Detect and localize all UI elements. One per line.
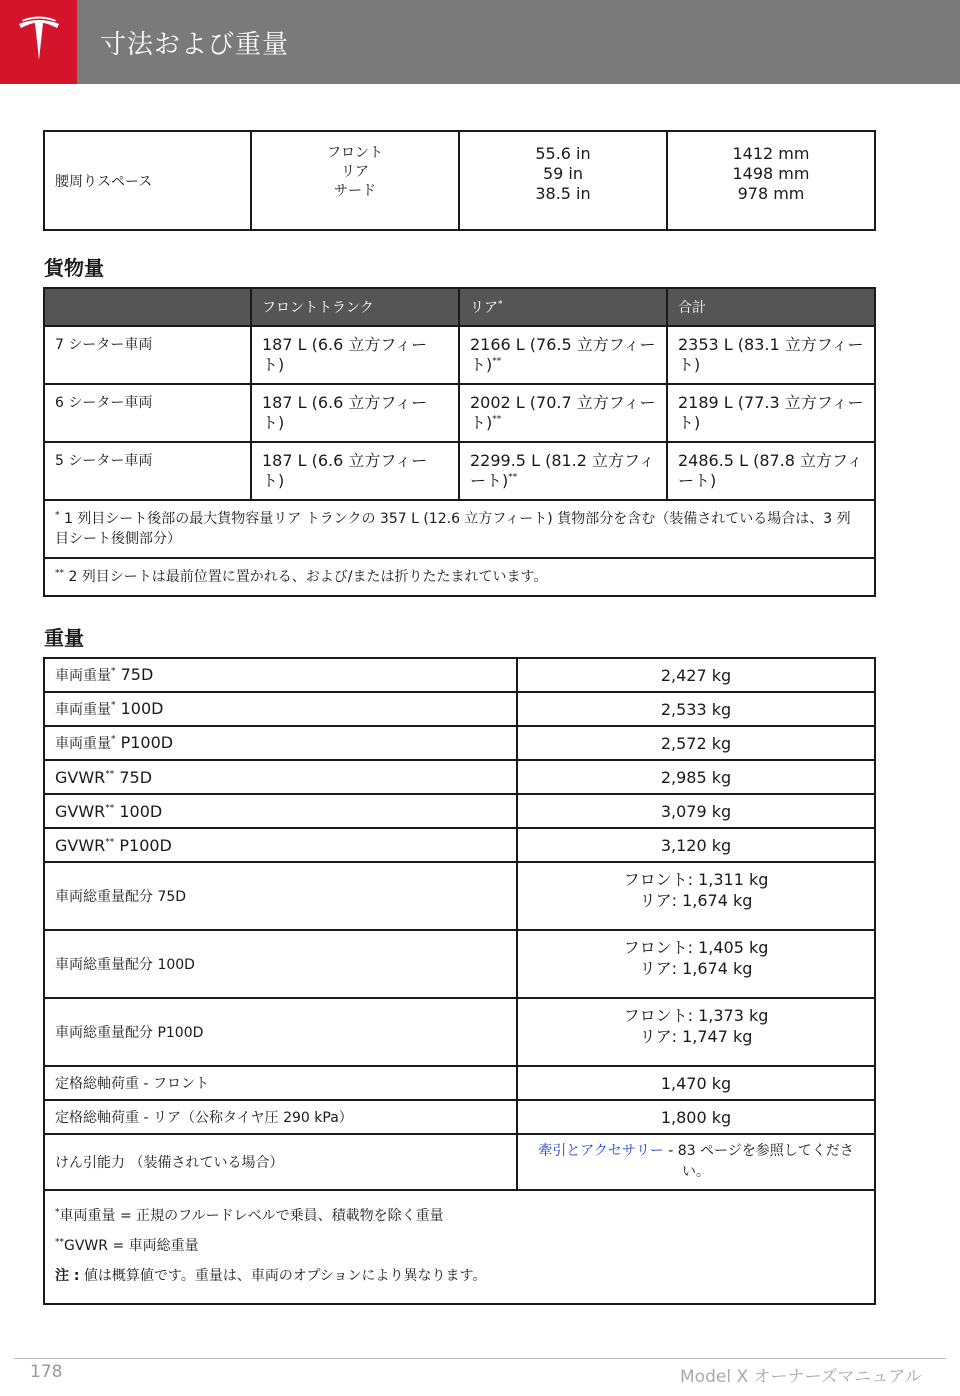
distribution-rear: リア: 1,747 kg	[639, 1027, 753, 1046]
inch-value: 59 in	[542, 164, 584, 183]
weight-value: 2,427 kg	[517, 658, 875, 692]
cargo-section-title: 貨物量	[44, 256, 104, 280]
weight-label: GVWR** 100D	[44, 794, 517, 828]
table-row	[44, 862, 875, 930]
weight-footnotes-row	[44, 1190, 875, 1304]
cargo-row-label: 5 シーター車両	[44, 442, 251, 500]
cargo-note-1: * 1 列目シート後部の最大貨物容量リア トランクの 357 L (12.6 立方フィート) 貨物部分を含む（装備されている場合は、3 列目シート後側部分）	[44, 500, 875, 558]
waist-label: 腰周りスペース	[44, 131, 251, 230]
table-row	[44, 658, 875, 692]
distribution-front: フロント: 1,405 kg	[623, 938, 769, 957]
table-row	[44, 1134, 875, 1190]
distribution-rear: リア: 1,674 kg	[639, 891, 753, 910]
manual-name: Model X オーナーズマニュアル	[680, 1367, 922, 1387]
page-number: 178	[30, 1362, 63, 1382]
axle-front-label: 定格総軸荷重 - フロント	[44, 1066, 517, 1100]
cargo-row-label: 7 シーター車両	[44, 326, 251, 384]
footnote-2: **GVWR = 車両総重量	[55, 1237, 199, 1254]
weight-value: 3,079 kg	[517, 794, 875, 828]
page-title: 寸法および重量	[100, 30, 290, 60]
axle-rear-value: 1,800 kg	[517, 1100, 875, 1134]
distribution-front: フロント: 1,311 kg	[623, 870, 769, 889]
cargo-rear: 2166 L (76.5 立方フィート)**	[459, 326, 667, 384]
cargo-front: 187 L (6.6 立方フィート)	[251, 442, 459, 500]
weight-value: 2,985 kg	[517, 760, 875, 794]
cargo-header-total: 合計	[667, 288, 875, 326]
table-row	[44, 794, 875, 828]
weight-label: GVWR** P100D	[44, 828, 517, 862]
table-row	[44, 930, 875, 998]
cargo-note-row	[44, 500, 875, 558]
cargo-front: 187 L (6.6 立方フィート)	[251, 384, 459, 442]
table-row	[44, 828, 875, 862]
mm-value: 1498 mm	[732, 164, 810, 183]
table-row	[44, 692, 875, 726]
cargo-total: 2353 L (83.1 立方フィート)	[667, 326, 875, 384]
distribution-values	[517, 998, 875, 1066]
axle-front-value: 1,470 kg	[517, 1066, 875, 1100]
tesla-logo-icon	[13, 14, 65, 66]
logo-box	[0, 0, 77, 84]
cargo-front: 187 L (6.6 立方フィート)	[251, 326, 459, 384]
inch-value: 38.5 in	[535, 184, 591, 203]
cargo-note-row	[44, 558, 875, 596]
weight-section-title: 重量	[44, 626, 84, 650]
distribution-front: フロント: 1,373 kg	[623, 1006, 769, 1025]
distribution-label: 車両総重量配分 P100D	[44, 998, 517, 1066]
distribution-label: 車両総重量配分 100D	[44, 930, 517, 998]
weight-value: 2,533 kg	[517, 692, 875, 726]
cargo-rear: 2002 L (70.7 立方フィート)**	[459, 384, 667, 442]
table-row	[44, 998, 875, 1066]
axle-rear-label: 定格総軸荷重 - リア（公称タイヤ圧 290 kPa）	[44, 1100, 517, 1134]
towing-value: 牽引とアクセサリー - 83 ページを参照してください。	[517, 1134, 875, 1190]
table-row	[44, 384, 875, 442]
cargo-note-2: ** 2 列目シートは最前位置に置かれる、および/または折りたたまれています。	[44, 558, 875, 596]
header-bar	[0, 0, 960, 84]
weight-label: GVWR** 75D	[44, 760, 517, 794]
cargo-total: 2189 L (77.3 立方フィート)	[667, 384, 875, 442]
table-row	[44, 1100, 875, 1134]
cargo-total: 2486.5 L (87.8 立方フィート)	[667, 442, 875, 500]
cargo-header-row	[44, 288, 875, 326]
position-rear: リア	[341, 164, 369, 180]
inch-value: 55.6 in	[535, 144, 591, 163]
cargo-header-empty	[44, 288, 251, 326]
weight-table	[43, 657, 876, 1305]
table-row	[44, 726, 875, 760]
footer-divider	[14, 1358, 946, 1359]
cargo-table	[43, 287, 876, 597]
distribution-values	[517, 930, 875, 998]
weight-label: 車両重量* 75D	[44, 658, 517, 692]
mm-value: 978 mm	[737, 184, 805, 203]
mm-value: 1412 mm	[732, 144, 810, 163]
table-row	[44, 760, 875, 794]
position-third: サード	[334, 183, 376, 199]
footnote-note: 注 : 値は概算値です。重量は、車両のオプションにより異なります。	[55, 1268, 487, 1284]
cargo-header-front: フロントトランク	[251, 288, 459, 326]
towing-label: けん引能力 （装備されている場合）	[44, 1134, 517, 1190]
table-row	[44, 1066, 875, 1100]
cargo-rear: 2299.5 L (81.2 立方フィート)**	[459, 442, 667, 500]
weight-label: 車両重量* P100D	[44, 726, 517, 760]
cargo-header-rear: リア*	[459, 288, 667, 326]
weight-label: 車両重量* 100D	[44, 692, 517, 726]
weight-value: 2,572 kg	[517, 726, 875, 760]
cargo-row-label: 6 シーター車両	[44, 384, 251, 442]
weight-value: 3,120 kg	[517, 828, 875, 862]
table-row	[44, 442, 875, 500]
footnote-1: *車両重量 = 正規のフルードレベルで乗員、積載物を除く重量	[55, 1207, 444, 1224]
distribution-rear: リア: 1,674 kg	[639, 959, 753, 978]
towing-link[interactable]: 牽引とアクセサリー	[538, 1143, 664, 1159]
waist-positions	[251, 131, 459, 230]
distribution-values	[517, 862, 875, 930]
waist-table	[43, 130, 876, 231]
weight-footnotes	[44, 1190, 875, 1304]
position-front: フロント	[327, 145, 383, 161]
table-row	[44, 326, 875, 384]
waist-mm	[667, 131, 875, 230]
distribution-label: 車両総重量配分 75D	[44, 862, 517, 930]
waist-inches	[459, 131, 667, 230]
